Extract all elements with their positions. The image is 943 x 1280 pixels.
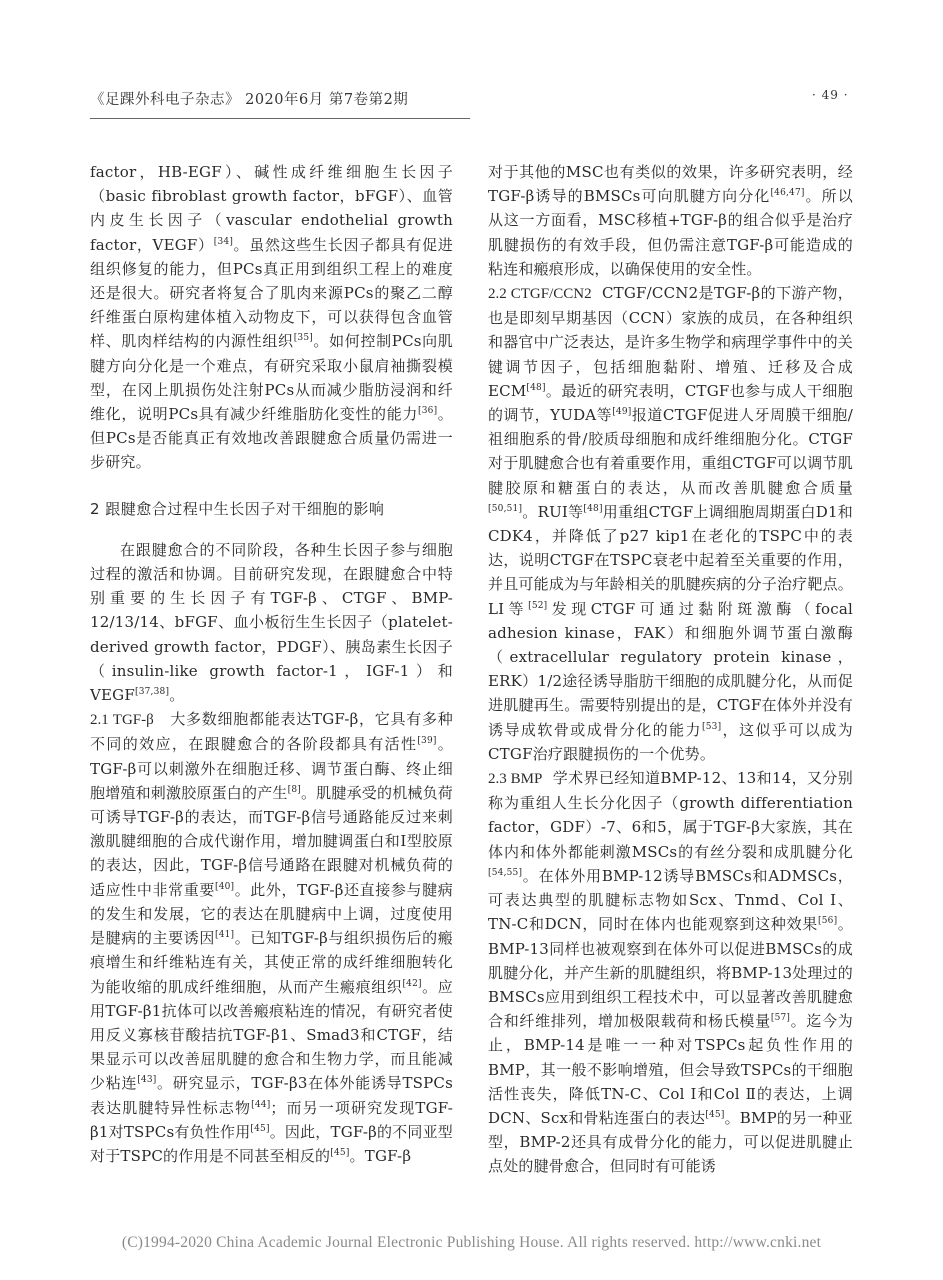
text-run: CTGF/CCN2是TGF-β的下游产物，也是即刻早期基因（CCN）家族的成员，在各种组织和器官中广泛表达，是许多生物学和病理学事件中的关键调节因子，包括细胞黏附、增殖、迁移及合成ECM bbox=[488, 284, 853, 400]
paragraph bbox=[488, 766, 853, 1178]
header-rule bbox=[90, 118, 470, 119]
paragraph bbox=[488, 160, 853, 281]
text-run: 。已知TGF-β与组织损伤后的瘢痕增生和纤维粘连有关，其使正常的成纤维细胞转化为能收缩的肌成纤维细胞，从而产生瘢痕组织 bbox=[90, 929, 453, 996]
text-run: ；而另一项研究发现TGF-β1对TSPCs有负性作用 bbox=[90, 1098, 453, 1141]
text-run: 。RUI等 bbox=[522, 502, 584, 521]
citation: [44] bbox=[251, 1099, 271, 1110]
journal-title: 《足踝外科电子杂志》 2020年6月 第7卷第2期 bbox=[90, 92, 409, 108]
text-run: ，这似乎可以成为CTGF治疗跟腱损伤的一个优势。 bbox=[488, 720, 853, 763]
section-2-heading: 2 跟腱愈合过程中生长因子对干细胞的影响 bbox=[90, 499, 385, 518]
citation: [40] bbox=[214, 881, 235, 892]
citation: [54,55] bbox=[488, 867, 523, 878]
text-run: 。研究显示，TGF-β3在体外能诱导TSPCs表达肌腱特异性标志物 bbox=[90, 1074, 453, 1117]
right-column bbox=[488, 160, 853, 1179]
citation: [41] bbox=[214, 930, 235, 941]
text-run: 。如何控制PCs向肌腱方向分化是一个难点，有研究采取小鼠肩袖撕裂模型，在冈上肌损伤处注射PCs从而减少脂肪浸润和纤维化，说明PCs具有减少纤维脂肪化变性的能力 bbox=[90, 332, 453, 424]
citation: [48] bbox=[526, 382, 546, 393]
subsection-2-3-heading: 2.3 BMP bbox=[488, 771, 543, 788]
citation: [45] bbox=[250, 1123, 270, 1134]
text-run: 。所以从这一方面看，MSC移植+TGF-β的组合似乎是治疗肌腱损伤的有效手段，但仍需注意TGF-β可能造成的粘连和瘢痕形成，以确保使用的安全性。 bbox=[488, 187, 853, 278]
text-run: 。 bbox=[169, 686, 185, 705]
text-run: 用重组CTGF上调细胞周期蛋白D1和CDK4，并降低了p27 kip1在老化的TSPC中的表达，说明CTGF在TSPC衰老中起着至关重要的作用，并且可能成为与年龄相关的肌腱疾病的分子治疗靶点。LI等 bbox=[488, 502, 853, 618]
text-run: 报道CTGF促进人牙周膜干细胞/祖细胞系的骨/胶质母细胞和成纤维细胞分化。CTGF对于肌腱愈合也有着重要作用，重组CTGF可以调节肌腱胶原和糖蛋白的表达，从而改善肌腱愈合质量 bbox=[488, 406, 853, 497]
text-run: 在跟腱愈合的不同阶段，各种生长因子参与细胞过程的激活和协调。目前研究发现，在跟腱愈合中特别重要的生长因子有TGF-β、CTGF、BMP-12/13/14、bFGF、血小板衍生生长因子（platelet-derived growth factor，PDGF）、胰岛素生长因子（insulin-like growth factor-1，IGF-1）和VEGF bbox=[90, 540, 453, 705]
citation: [36] bbox=[418, 406, 438, 417]
text-run: 。因此，TGF-β的不同亚型对于TSPC的作用是不同甚至相反的 bbox=[90, 1122, 453, 1165]
citation: [50,51] bbox=[488, 503, 523, 514]
text-run: 。BMP的另一种亚型，BMP-2还具有成骨分化的能力，可以促进肌腱止点处的腱骨愈合，但同时有可能诱 bbox=[488, 1108, 853, 1176]
text-run: 大多数细胞都能表达TGF-β，它具有多种不同的效应，在跟腱愈合的各阶段都具有活性 bbox=[90, 710, 454, 754]
text-run: factor，HB-EGF）、碱性成纤维细胞生长因子（basic fibroblast growth factor，bFGF）、血管内皮生长因子（vascular endothelial growth factor，VEGF） bbox=[90, 163, 453, 254]
paragraph bbox=[488, 281, 853, 766]
text-run: 。在体外用BMP-12诱导BMSCs和ADMSCs，可表达典型的肌腱标志物如Scx、Tnmd、Col Ⅰ、TN-C和DCN，同时在体内也能观察到这种效果 bbox=[488, 866, 853, 934]
citation: [48] bbox=[583, 503, 603, 514]
citation: [39] bbox=[417, 736, 437, 747]
text-run: 。迄今为止，BMP-14是唯一一种对TSPCs起负性作用的BMP，其一般不影响增殖，但会导致TSPCs的干细胞活性丧失，降低TN-C、Col Ⅰ和Col Ⅱ的表达，上调DCN、Scx和骨粘连蛋白的表达 bbox=[488, 1012, 853, 1127]
paragraph bbox=[90, 707, 453, 1168]
subsection-2-2-heading: 2.2 CTGF/CCN2 bbox=[488, 286, 592, 303]
text-run: 。最近的研究表明，CTGF也参与成人干细胞的调节，YUDA等 bbox=[488, 381, 853, 425]
citation: [8] bbox=[287, 784, 301, 795]
citation: [56] bbox=[818, 916, 838, 927]
citation: [37,38] bbox=[134, 687, 170, 698]
text-run: 。应用TGF-β1抗体可以改善瘢痕粘连的情况，有研究者使用反义寡核苷酸拮抗TGF-β1、Smad3和CTGF，结果显示可以改善屈肌腱的愈合和生物力学，而且能减少粘连 bbox=[90, 977, 453, 1093]
citation: [49] bbox=[612, 407, 632, 418]
citation: [43] bbox=[137, 1075, 157, 1086]
text-run: 。但PCs是否能真正有效地改善跟腱愈合质量仍需进一步研究。 bbox=[90, 405, 453, 472]
text-run: 。BMP-13同样也被观察到在体外可以促进BMSCs的成肌腱分化，并产生新的肌腱组织，将BMP-13处理过的BMSCs应用到组织工程技术中，可以显著改善肌腱愈合和纤维排列，增加极限载荷和杨氏模量 bbox=[488, 915, 854, 1031]
citation: [42] bbox=[402, 978, 422, 989]
left-column bbox=[90, 160, 453, 1168]
text-run: 。此外，TGF-β还直接参与腱病的发生和发展，它的表达在肌腱病中上调，过度使用是腱病的主要诱因 bbox=[90, 880, 453, 948]
text-run: 。肌腱承受的机械负荷可诱导TGF-β的表达，而TGF-β信号通路能反过来刺激肌腱细胞的合成代谢作用，增加腱调蛋白和I型胶原的表达，因此，TGF-β信号通路在跟腱对机械负荷的适应性中非常重要 bbox=[90, 783, 453, 899]
subsection-2-1-heading: 2.1 TGF-β bbox=[90, 712, 154, 729]
citation: [34] bbox=[213, 236, 234, 247]
text-run: 。TGF-β bbox=[349, 1146, 412, 1165]
copyright-footer: (C)1994-2020 China Academic Journal Electronic Publishing House. All rights reserved. http://www.cnki.net bbox=[121, 1234, 822, 1251]
text-run: 。TGF-β可以刺激外在细胞迁移、调节蛋白酶、终止细胞增殖和刺激胶原蛋白的产生 bbox=[90, 735, 453, 802]
citation: [35] bbox=[293, 333, 313, 344]
citation: [52] bbox=[528, 600, 548, 611]
citation: [45] bbox=[705, 1109, 725, 1120]
text-run: 。虽然这些生长因子都具有促进组织修复的能力，但PCs真正用到组织工程上的难度还是很大。研究者将复合了肌肉来源PCs的聚乙二醇纤维蛋白原构建体植入动物皮下，可以获得包含血管样、肌肉样结构的内源性组织 bbox=[90, 235, 453, 351]
paragraph bbox=[90, 160, 453, 475]
text-run: 对于其他的MSC也有类似的效果，许多研究表明，经TGF-β诱导的BMSCs可向肌腱方向分化 bbox=[488, 163, 853, 206]
citation: [53] bbox=[702, 721, 722, 732]
citation: [45] bbox=[330, 1147, 350, 1158]
citation: [57] bbox=[770, 1013, 791, 1024]
text-run: 发现CTGF可通过黏附斑激酶（focal adhesion kinase，FAK）和细胞外调节蛋白激酶（extracellular regulatory protein kinase，ERK）1/2途径诱导脂肪干细胞的成肌腱分化，从而促进肌腱再生。需要特别提出的是，CTGF在体外并没有诱导成软骨或成骨分化的能力 bbox=[488, 599, 853, 739]
text-run: 学术界已经知道BMP-12、13和14，又分别称为重组人生长分化因子（growth differentiation factor，GDF）-7、6和5，属于TGF-β大家族，其在体内和体外都能刺激MSCs的有丝分裂和成肌腱分化 bbox=[488, 769, 854, 861]
page-number: · 49 · bbox=[812, 88, 849, 102]
paragraph bbox=[90, 538, 453, 707]
citation: [46,47] bbox=[770, 188, 805, 199]
